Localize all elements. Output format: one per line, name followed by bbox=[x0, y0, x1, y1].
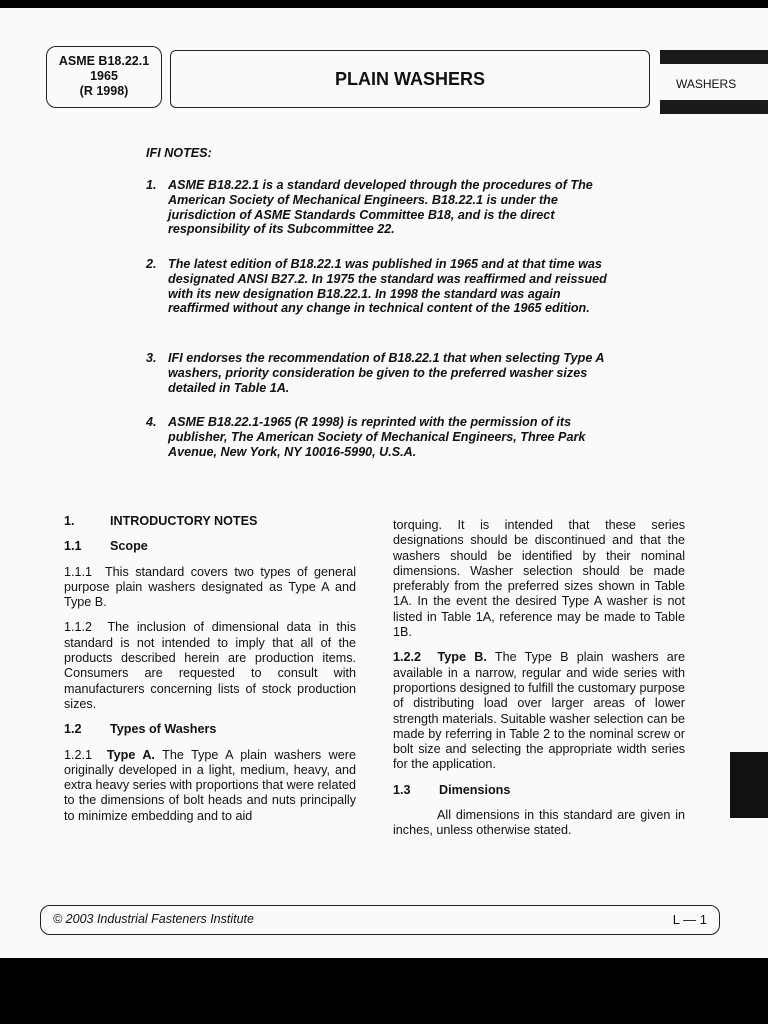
ifi-note-1 bbox=[146, 178, 610, 237]
ifi-note-4 bbox=[146, 415, 610, 459]
page-footer bbox=[40, 905, 720, 935]
note-number: 3. bbox=[146, 351, 157, 365]
paragraph-1-1-2: 1.1.2 The inclusion of dimensional data in this standard is not intended to imply that all of the products described herein are production items. Consumers are requested to consult with manufacturers concerning lists of stock production sizes. bbox=[64, 620, 356, 711]
note-text: The latest edition of B18.22.1 was published in 1965 and at that time was designated ANSI B27.2. In 1975 the standard was reaffirmed and reissued with its new designation B18.22.1. In 1998 the standard was again reaffirmed without any change in technical content of the 1965 edition. bbox=[168, 257, 607, 316]
paragraph-1-2-1: 1.2.1 Type A. The Type A plain washers were originally developed in a light, medium, heavy, and extra heavy series with proportions that were related to the dimensions of bolt heads and nuts principally to minimize embedding and to aid bbox=[64, 747, 356, 823]
note-text: ASME B18.22.1 is a standard developed through the procedures of The American Society of Mechanical Engineers. B18.22.1 is under the jurisdiction of ASME Standards Committee B18, and is the direct responsibility of its Subcommittee 22. bbox=[168, 178, 593, 237]
page-number: L — 1 bbox=[672, 912, 707, 927]
note-number: 4. bbox=[146, 415, 157, 429]
paragraph-1-2-2: 1.2.2 Type B. The Type B plain washers are available in a narrow, regular and wide series with proportions designed to fulfill the customary purpose of distributing load over larger areas of lower strength materials. Suitable washer selection can be made by referring in Table 2 to the nominal screw or bolt size and selecting the appropriate width series for the application. bbox=[393, 650, 686, 772]
standard-year: 1965 bbox=[90, 69, 118, 83]
note-text: IFI endorses the recommendation of B18.22.1 that when selecting Type A washers, priority consideration be given to the preferred washer sizes detailed in Table 1A. bbox=[168, 351, 604, 395]
standard-reaffirm: (R 1998) bbox=[79, 84, 129, 98]
note-text: ASME B18.22.1-1965 (R 1998) is reprinted with the permission of its publisher, The American Society of Mechanical Engineers, Three Park Avenue, New York, NY 10016-5990, U.S.A. bbox=[168, 415, 586, 459]
paragraph-1-2-1-continued: torquing. It is intended that these series designations should be discontinued and that the washers should be identified by their nominal dimensions. Washer selection should be made preferably from the preferred sizes shown in Table 1A. In the event the desired Type A washer is not listed in Table 1A, reference may be made to Table 1B. bbox=[393, 518, 685, 640]
ifi-note-2 bbox=[146, 257, 610, 316]
paragraph-1-1-1: 1.1.1 This standard covers two types of general purpose plain washers designated as Type A and Type B. bbox=[64, 564, 356, 610]
section-heading-1: 1. INTRODUCTORY NOTES bbox=[64, 514, 258, 528]
scan-bottom-border bbox=[0, 958, 768, 1024]
standard-number: ASME B18.22.1 bbox=[58, 54, 150, 68]
section-heading-1-3: 1.3 Dimensions bbox=[393, 782, 511, 797]
section-tab-bar-top bbox=[660, 50, 768, 64]
section-tab-label: WASHERS bbox=[676, 77, 737, 91]
right-column bbox=[393, 518, 685, 849]
ifi-notes-heading: IFI NOTES: bbox=[146, 146, 212, 160]
section-heading-1-2: 1.2 Types of Washers bbox=[64, 722, 217, 737]
page-title: PLAIN WASHERS bbox=[334, 69, 485, 89]
standard-id-box bbox=[46, 46, 162, 108]
scan-top-border bbox=[0, 0, 768, 8]
note-number: 2. bbox=[146, 257, 157, 271]
ifi-note-3 bbox=[146, 351, 610, 395]
title-box bbox=[170, 50, 650, 108]
paragraph-1-3: All dimensions in this standard are given in inches, unless otherwise stated. bbox=[393, 808, 685, 838]
section-heading-1-1: 1.1 Scope bbox=[64, 539, 148, 554]
thumb-index-mark bbox=[730, 752, 768, 818]
left-column bbox=[64, 514, 356, 834]
section-tab-bar-bottom bbox=[660, 100, 768, 114]
note-number: 1. bbox=[146, 178, 157, 192]
copyright-text: © 2003 Industrial Fasteners Institute bbox=[53, 912, 254, 926]
